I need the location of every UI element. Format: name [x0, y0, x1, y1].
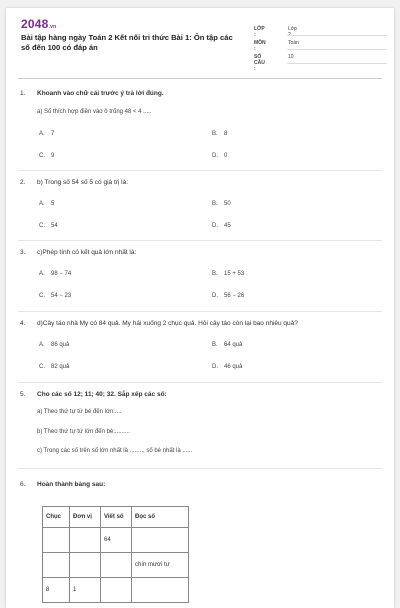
question-text: b) Trong số 54 số 5 có giá trị là:: [37, 179, 129, 186]
question-text: Cho các số 12; 11; 40; 32. Sắp xếp các số:: [37, 391, 167, 398]
table-cell: [43, 553, 70, 578]
option-d[interactable]: D. 45: [212, 223, 231, 229]
option-a[interactable]: A. 98 − 74: [39, 271, 72, 277]
question-divider: [18, 382, 382, 383]
question-text: c)Phép tính có kết quả lớn nhất là:: [37, 249, 137, 256]
header-divider: [18, 78, 382, 79]
question-number: 1.: [20, 90, 26, 97]
option-c[interactable]: C. 54: [39, 223, 58, 229]
option-b[interactable]: B. 50: [212, 201, 231, 207]
table-header-row: [43, 507, 189, 528]
question-divider: [18, 311, 382, 312]
number-table: [42, 506, 189, 603]
logo[interactable]: 2048.vn: [21, 17, 57, 31]
answer-line: c) Trong các số trên số lớn nhất là ........, số bé nhất là ......: [37, 448, 193, 454]
option-d[interactable]: D. 56 − 26: [212, 293, 245, 299]
question-divider: [18, 468, 382, 469]
question-text: Khoanh vào chữ cái trước ý trả lời đúng.: [37, 90, 164, 97]
question-number: 5.: [20, 391, 26, 398]
answer-line: a) Theo thứ tự từ bé đến lớn:....: [37, 409, 122, 415]
table-cell: 8: [43, 578, 70, 603]
answer-line: b) Theo thứ tự từ lớn đến bé:.........: [37, 429, 130, 435]
table-cell: [101, 553, 132, 578]
option-b[interactable]: B. 64 quả: [212, 342, 243, 348]
option-a[interactable]: A. 86 quả: [39, 342, 70, 348]
question-divider: [18, 170, 382, 171]
column-header: Chục: [43, 507, 70, 528]
column-header: Viết số: [101, 507, 132, 528]
column-header: Đọc số: [132, 507, 189, 528]
question-text: Hoàn thành bảng sau:: [37, 481, 106, 488]
option-b[interactable]: B. 8: [212, 131, 228, 137]
option-b[interactable]: B. 15 + 53: [212, 271, 245, 277]
table-cell: [43, 528, 70, 553]
question-number: 3.: [20, 249, 26, 256]
question-number: 2.: [20, 179, 26, 186]
option-c[interactable]: C. 9: [39, 153, 55, 159]
table-cell: [101, 578, 132, 603]
table-cell: chín mươi tư: [132, 553, 189, 578]
table-cell: [70, 528, 101, 553]
option-c[interactable]: C. 82 quả: [39, 364, 70, 370]
table-row: [43, 578, 189, 603]
option-d[interactable]: D. 0: [212, 153, 228, 159]
option-a[interactable]: A. 5: [39, 201, 55, 207]
table-row: [43, 528, 189, 553]
table-cell: [132, 528, 189, 553]
option-c[interactable]: C. 54 − 23: [39, 293, 72, 299]
column-header: Đơn vị: [70, 507, 101, 528]
table-row: [43, 553, 189, 578]
question-divider: [18, 240, 382, 241]
worksheet-page: 2048.vn Bài tập hàng ngày Toán 2 Kết nối tri thức Bài 1: Ôn tập các số đến 100 có đáp án LỚP : Lớp 2 MÔN : Toán SỐ CÂU : 10 1. Khoanh vào chữ cái trước ý trả lời đúng. a) Số thích hợp điền vào ô trống 48 < 4 ..... A. 7 B. 8 C. 9 D. 0 2. b) Trong số 54 số 5 có giá trị là: A. 5 B. 50 C. 54 D. 45 3. c)Phép tính có kết quả lớn nhất là: A. 98 − 74 B. 15 + 53 C. 54 − 23 D. 56 − 26 4. d)Cây táo nhà My có 84 quả. My hái xuống 2 chục quả. Hỏi cây táo còn lại bao nhiêu quả? A. 86 quả B. 64 quả C. 82 quả D. 46 quả 5. Cho các số 12; 11; 40; 32. Sắp xếp các số: a) Theo thứ tự từ bé đến lớn:.... b) Theo thứ tự từ lớn đến bé:......... c) Trong các số trên số lớn nhất là ........, số bé nhất là ...... 6. Hoàn thành bảng sau: Chục Đơn vị Viết số Đọc số 64 chín mươi tư 8 1: [6, 8, 394, 608]
page-title: Bài tập hàng ngày Toán 2 Kết nối tri thức Bài 1: Ôn tập các số đến 100 có đáp án: [21, 33, 233, 52]
table-cell: 1: [70, 578, 101, 603]
question-text: d)Cây táo nhà My có 84 quả. My hái xuống 2 chục quả. Hỏi cây táo còn lại bao nhiêu quả?: [37, 320, 298, 327]
option-d[interactable]: D. 46 quả: [212, 364, 243, 370]
option-a[interactable]: A. 7: [39, 131, 55, 137]
question-number: 6.: [20, 481, 26, 488]
question-number: 4.: [20, 320, 26, 327]
table-cell: [132, 578, 189, 603]
question-1-sub: a) Số thích hợp điền vào ô trống 48 < 4 .....: [37, 109, 152, 115]
table-cell: 64: [101, 528, 132, 553]
table-cell: [70, 553, 101, 578]
